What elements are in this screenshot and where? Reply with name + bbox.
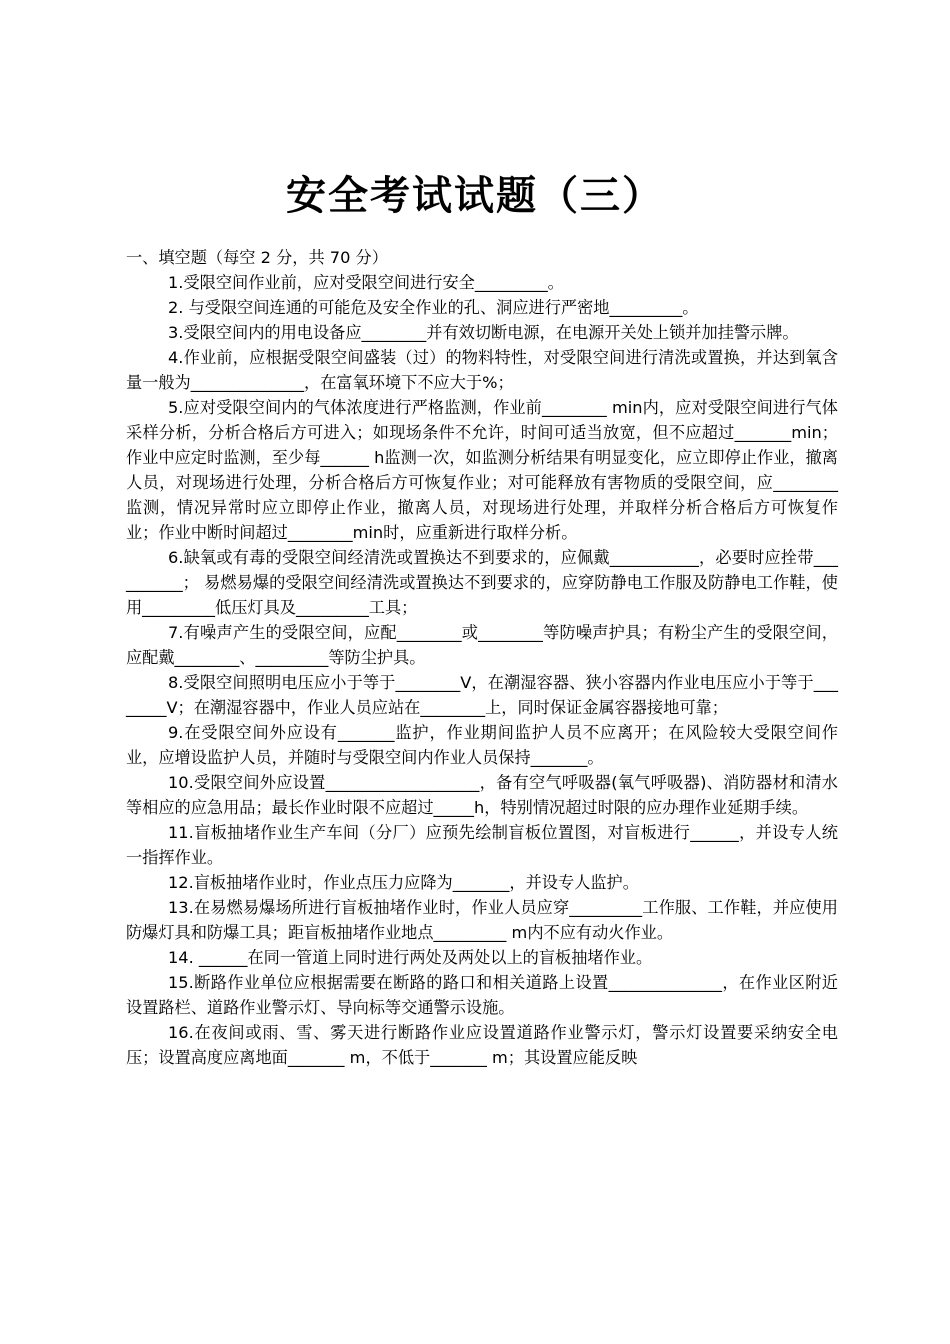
question-14: 14. ______在同一管道上同时进行两处及两处以上的盲板抽堵作业。 [168, 948, 653, 967]
question-12: 12.盲板抽堵作业时，作业点压力应降为_______，并设专人监护。 [168, 873, 639, 892]
section-heading: 一、填空题（每空 2 分，共 70 分） [126, 248, 388, 267]
question-3: 3.受限空间内的用电设备应________并有效切断电源，在电源开关处上锁并加挂警示牌。 [168, 323, 799, 342]
question-7: 7.有噪声产生的受限空间，应配________或________等防噪声护具；有粉尘产生的受限空间，应配戴________、_________等防尘护具。 [126, 623, 838, 667]
question-10: 10.受限空间外应设置___________________，备有空气呼吸器(氧气呼吸器)、消防器材和清水等相应的应急用品；最长作业时限不应超过_____h，特别情况超过时限的应办理作业延期手续。 [126, 773, 838, 817]
question-1: 1.受限空间作业前，应对受限空间进行安全_________。 [168, 273, 564, 292]
document-title: 安全考试试题（三） [286, 172, 664, 219]
question-6: 6.缺氧或有毒的受限空间经清洗或置换达不到要求的，应佩戴___________，必要时应拴带__________； 易燃易爆的受限空间经清洗或置换达不到要求的，应穿防静电工作服及防静电工作鞋，使用_________低压灯具及_________工具； [126, 548, 838, 617]
document-body [126, 245, 838, 1070]
question-11: 11.盲板抽堵作业生产车间（分厂）应预先绘制盲板位置图，对盲板进行______，并设专人统一指挥作业。 [126, 823, 838, 867]
question-8: 8.受限空间照明电压应小于等于________V，在潮湿容器、狭小容器内作业电压应小于等于________V；在潮湿容器中，作业人员应站在________上，同时保证金属容器接地可靠； [126, 673, 838, 717]
question-16: 16.在夜间或雨、雪、雾天进行断路作业应设置道路作业警示灯，警示灯设置要采纳安全电压；设置高度应离地面_______ m，不低于_______ m；其设置应能反映 [126, 1023, 838, 1067]
question-4: 4.作业前，应根据受限空间盛装（过）的物料特性，对受限空间进行清洗或置换，并达到氧含量一般为______________，在富氧环境下不应大于%； [126, 348, 838, 392]
question-2: 2. 与受限空间连通的可能危及安全作业的孔、洞应进行严密地_________。 [168, 298, 699, 317]
question-5: 5.应对受限空间内的气体浓度进行严格监测，作业前________ min内，应对受限空间进行气体采样分析，分析合格后方可进入；如现场条件不允许，时间可适当放宽，但不应超过_______min；作业中应定时监测，至少每______ h监测一次，如监测分析结果有明显变化，应立即停止作业，撤离人员，对现场进行处理，分析合格后方可恢复作业；对可能释放有害物质的受限空间，应________监测，情况异常时应立即停止作业，撤离人员，对现场进行处理，并取样分析合格后方可恢复作业；作业中断时间超过________min时，应重新进行取样分析。 [126, 398, 838, 542]
question-13: 13.在易燃易爆场所进行盲板抽堵作业时，作业人员应穿_________工作服、工作鞋，并应使用防爆灯具和防爆工具；距盲板抽堵作业地点_________ m内不应有动火作业。 [126, 898, 838, 942]
question-15: 15.断路作业单位应根据需要在断路的路口和相关道路上设置______________，在作业区附近设置路栏、道路作业警示灯、导向标等交通警示设施。 [126, 973, 838, 1017]
question-9: 9.在受限空间外应设有_______监护，作业期间监护人员不应离开；在风险较大受限空间作业，应增设监护人员，并随时与受限空间内作业人员保持_______。 [126, 723, 838, 767]
